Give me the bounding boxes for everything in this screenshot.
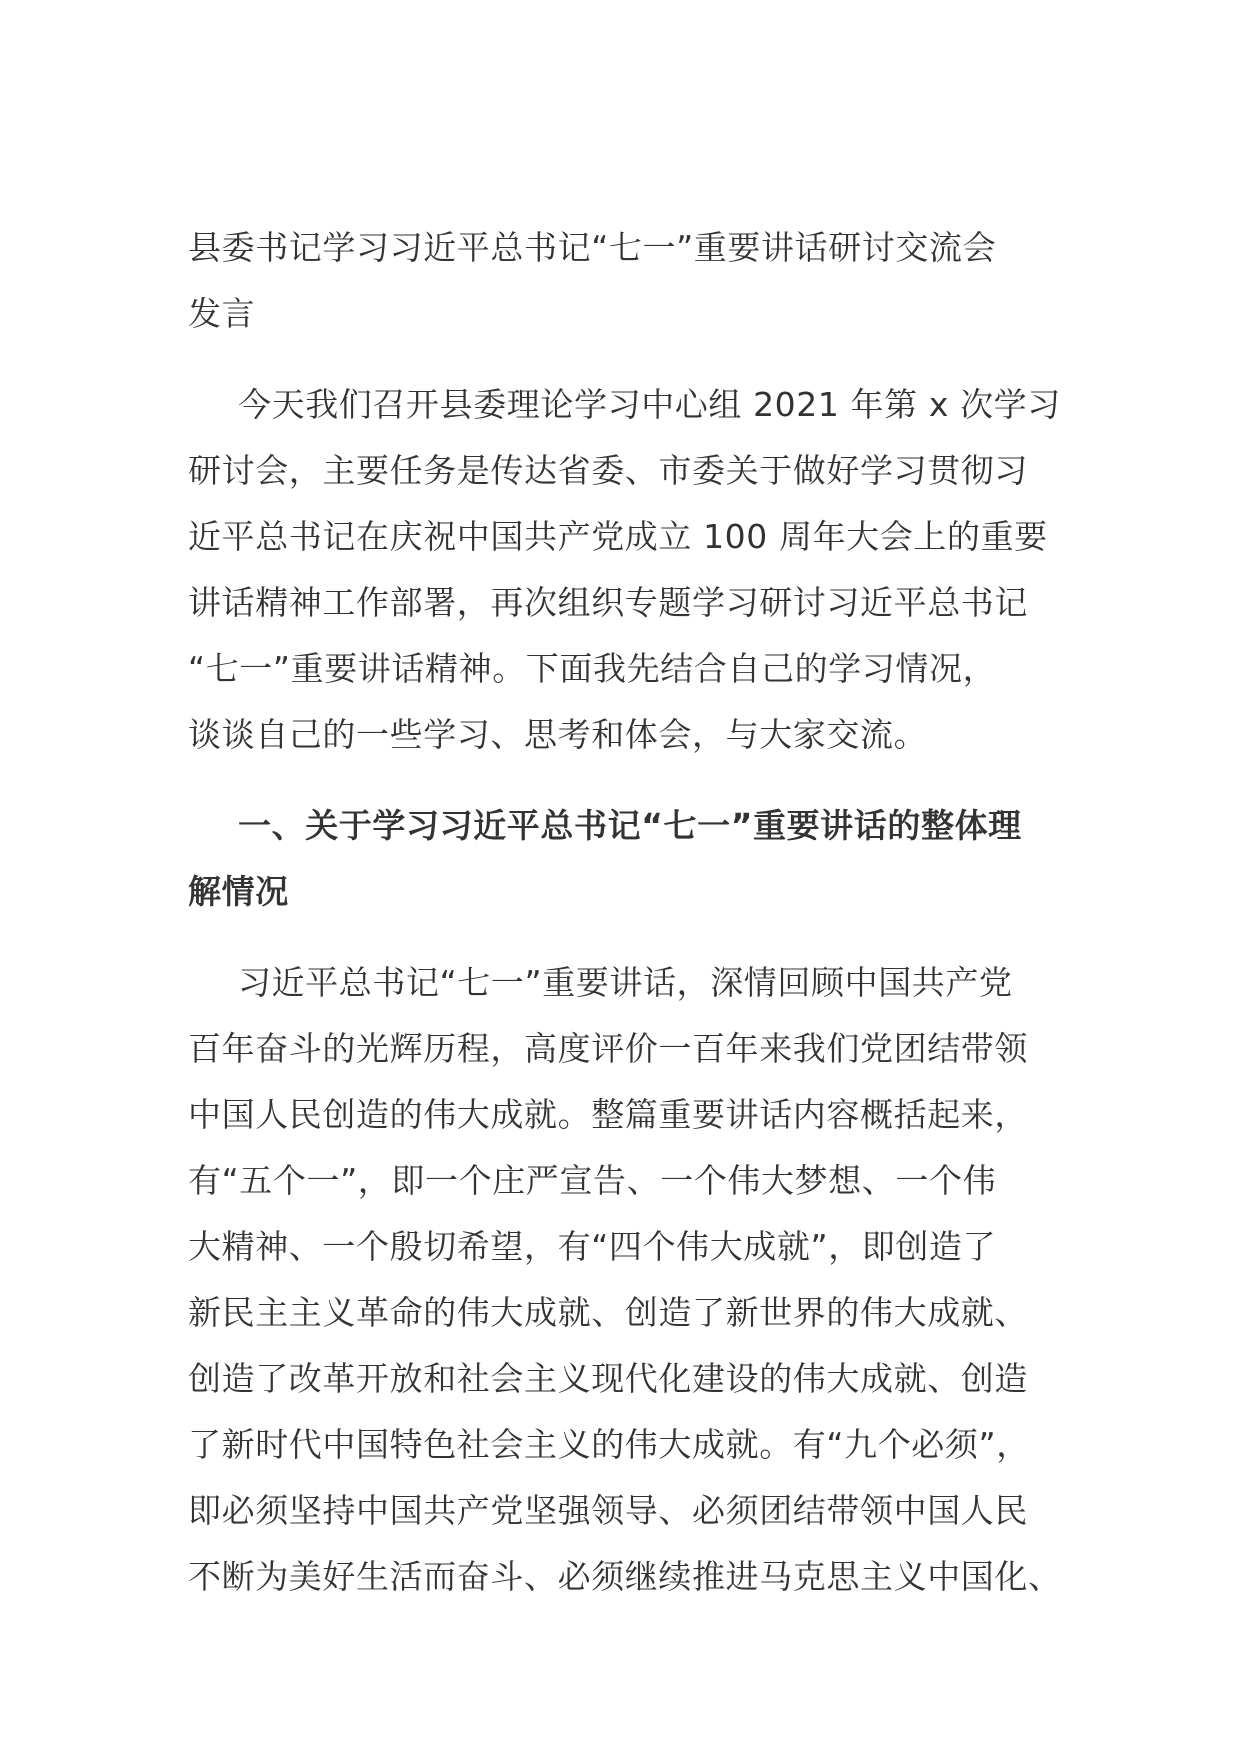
intro-paragraph	[188, 372, 1061, 768]
paragraph-line: 不断为美好生活而奋斗、必须继续推进马克思主义中国化、	[188, 1557, 1062, 1596]
paragraph-line: 中国人民创造的伟大成就。整篇重要讲话内容概括起来，	[188, 1095, 1028, 1134]
title-line: 发言	[188, 294, 256, 333]
paragraph-line: 谈谈自己的一些学习、思考和体会，与大家交流。	[188, 715, 928, 754]
paragraph-line: 了新时代中国特色社会主义的伟大成就。有“九个必须”，	[188, 1425, 1030, 1464]
spacer	[188, 768, 1058, 793]
section-1-paragraph	[188, 950, 1062, 1610]
paragraph-line: 研讨会，主要任务是传达省委、市委关于做好学习贯彻习	[188, 451, 1028, 490]
document-body	[188, 215, 1062, 1610]
paragraph-line: 百年奋斗的光辉历程，高度评价一百年来我们党团结带领	[188, 1029, 1028, 1068]
paragraph-line: 有“五个一”，即一个庄严宣告、一个伟大梦想、一个伟	[188, 1161, 997, 1200]
title-line: 县委书记学习习近平总书记“七一”重要讲话研讨交流会	[188, 228, 997, 267]
paragraph-line: 即必须坚持中国共产党坚强领导、必须团结带领中国人民	[188, 1491, 1028, 1530]
paragraph-line: “七一”重要讲话精神。下面我先结合自己的学习情况，	[188, 649, 997, 688]
paragraph-line: 大精神、一个殷切希望，有“四个伟大成就”，即创造了	[188, 1227, 997, 1266]
spacer	[188, 925, 1058, 950]
spacer	[188, 347, 1058, 372]
paragraph-line: 习近平总书记“七一”重要讲话，深情回顾中国共产党	[238, 963, 1013, 1002]
paragraph-line: 创造了改革开放和社会主义现代化建设的伟大成就、创造	[188, 1359, 1028, 1398]
paragraph-line: 新民主主义革命的伟大成就、创造了新世界的伟大成就、	[188, 1293, 1028, 1332]
heading-line: 解情况	[188, 872, 289, 911]
paragraph-line: 近平总书记在庆祝中国共产党成立 100 周年大会上的重要	[188, 517, 1048, 556]
paragraph-line: 今天我们召开县委理论学习中心组 2021 年第 x 次学习	[238, 385, 1061, 424]
document-title	[188, 215, 1058, 347]
section-heading-1	[188, 793, 1058, 925]
paragraph-line: 讲话精神工作部署，再次组织专题学习研讨习近平总书记	[188, 583, 1028, 622]
heading-line: 一、关于学习习近平总书记“七一”重要讲话的整体理	[238, 806, 1022, 845]
